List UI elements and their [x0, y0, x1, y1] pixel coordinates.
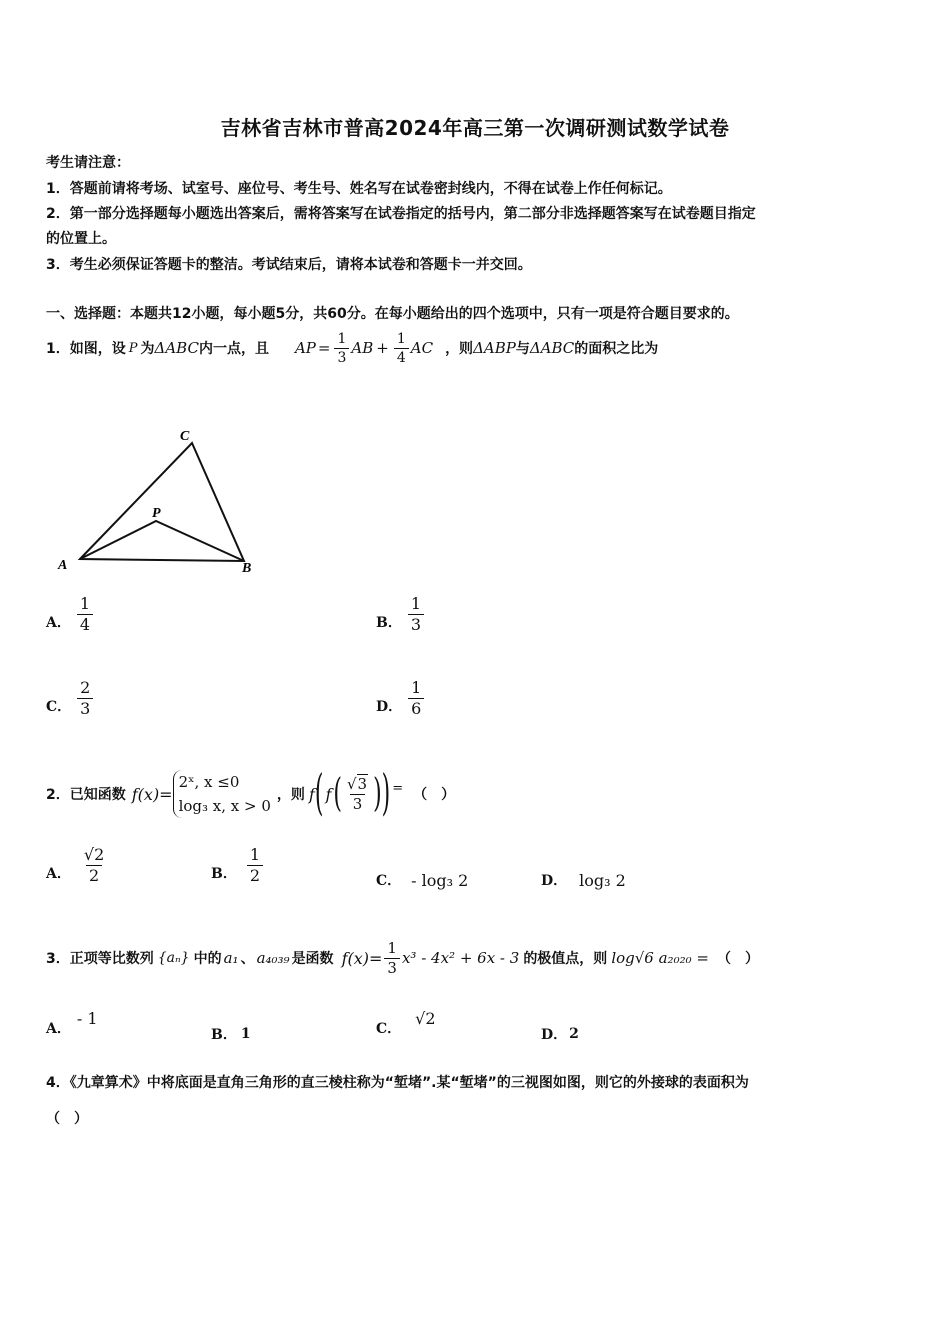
q1-plus: +: [376, 339, 389, 357]
q1-option-a[interactable]: A． $\frac{1}{4}$: [46, 596, 95, 633]
segments-ap-pb: [80, 521, 244, 561]
q1-point: P: [128, 340, 138, 356]
q3-option-a[interactable]: A． - 1: [46, 1009, 98, 1037]
q3-function: f(x)=: [341, 948, 383, 968]
triangle-figure: [56, 420, 276, 580]
question-4-blank: （ ）: [46, 1111, 88, 1127]
q2-fraction: $\frac{√3}{3}$: [346, 774, 368, 813]
notice-heading: 考生请注意：: [46, 155, 130, 171]
label-p: P: [152, 506, 161, 521]
q1-triangle: ΔABC: [154, 339, 199, 357]
q3-separator: 、: [240, 951, 255, 967]
triangle-abc: [80, 443, 244, 561]
q1-option-d[interactable]: D． $\frac{1}{6}$: [376, 680, 426, 717]
q2-text: ，则: [276, 787, 305, 803]
q2-blank: （ ）: [413, 787, 456, 803]
notice-item: 的位置上。: [46, 231, 116, 247]
q2-case-1: 2ˣ, x ≤0: [178, 773, 240, 791]
q1-triangle-abp: ΔABP: [473, 339, 516, 357]
q2-piecewise: [173, 770, 271, 818]
q2-text: 2．已知函数: [46, 787, 126, 803]
q2-paren: (: [314, 766, 324, 822]
q1-text: 内一点，且: [198, 341, 269, 357]
q1-vector-ac: AC: [410, 339, 434, 357]
q3-log-expression: log√6 a₂₀₂₀ =: [611, 949, 709, 967]
q1-fraction: $\frac{1}{3}$: [334, 332, 349, 365]
q3-fraction: $\frac{1}{3}$: [384, 941, 400, 976]
q3-a1: a₁: [223, 949, 239, 967]
q2-equals: =: [392, 780, 404, 796]
q2-paren: ): [373, 771, 382, 817]
q1-text: 的面积之比为: [574, 341, 659, 357]
q3-polynomial: x³ - 4x² + 6x - 3: [401, 949, 520, 967]
q2-option-b[interactable]: B． $\frac{1}{2}$: [211, 847, 265, 884]
q3-option-c[interactable]: C． √2: [376, 1009, 436, 1037]
label-a: A: [58, 558, 68, 573]
q1-triangle-abc: ΔABC: [529, 339, 575, 357]
q2-f-inner: f: [325, 784, 332, 804]
label-c: C: [180, 429, 190, 444]
q1-text: 1．如图，设: [46, 341, 126, 357]
q1-vector-ap: AP: [294, 339, 316, 357]
question-2: [46, 764, 455, 824]
q2-function: f(x)=: [131, 784, 173, 804]
q2-case-2: log₃ x, x > 0: [178, 797, 271, 815]
q3-text: 的极值点，则: [523, 951, 608, 967]
notice-item: 1．答题前请将考场、试室号、座位号、考生号、姓名写在试卷密封线内，不得在试卷上作任何标记。: [46, 181, 672, 197]
notice-item: 3．考生必须保证答题卡的整洁。考试结束后，请将本试卷和答题卡一并交回。: [46, 257, 532, 273]
q3-sequence: {aₙ}: [157, 950, 190, 966]
q1-vector-ab: AB: [351, 339, 374, 357]
q2-option-a[interactable]: A． $\frac{√2}{2}$: [46, 845, 105, 885]
q3-text: 是函数: [291, 951, 334, 967]
q3-option-b[interactable]: B． 1: [211, 1026, 251, 1043]
q1-text: 为: [140, 341, 155, 357]
q1-option-c[interactable]: C． $\frac{2}{3}$: [46, 680, 95, 717]
q1-fraction: $\frac{1}{4}$: [394, 332, 409, 365]
q2-paren: (: [333, 771, 342, 817]
page-title: 吉林省吉林市普高2024年高三第一次调研测试数学试卷: [220, 116, 730, 140]
q2-paren: ): [381, 766, 391, 822]
q2-option-d[interactable]: D． log₃ 2: [541, 870, 626, 890]
notice-item: 2．第一部分选择题每小题选出答案后，需将答案写在试卷指定的括号内，第二部分非选择题答案写在试卷题目指定: [46, 206, 756, 222]
q3-a4039: a₄₀₃₉: [256, 949, 290, 967]
q2-option-c[interactable]: C． - log₃ 2: [376, 870, 469, 890]
question-3: [46, 936, 759, 980]
q1-text: 与: [515, 341, 530, 357]
q1-text: ，则: [445, 341, 474, 357]
q2-f-outer: f: [308, 784, 315, 804]
q3-blank: （ ）: [716, 951, 759, 967]
question-4: 4．《九章算术》中将底面是直角三角形的直三棱柱称为“堑堵”.某“堑堵”的三视图如图，则它的外接球的表面积为: [46, 1075, 749, 1091]
question-1: [46, 328, 658, 368]
label-b: B: [242, 561, 252, 576]
q3-text: 中的: [193, 951, 222, 967]
section-heading: 一、选择题：本题共12小题，每小题5分，共60分。在每小题给出的四个选项中，只有一项是符合题目要求的。: [46, 306, 739, 322]
q1-equals: =: [317, 339, 331, 357]
q1-option-b[interactable]: B． $\frac{1}{3}$: [376, 596, 426, 633]
q3-text: 3．正项等比数列: [46, 951, 154, 967]
q3-option-d[interactable]: D． 2: [541, 1026, 579, 1043]
